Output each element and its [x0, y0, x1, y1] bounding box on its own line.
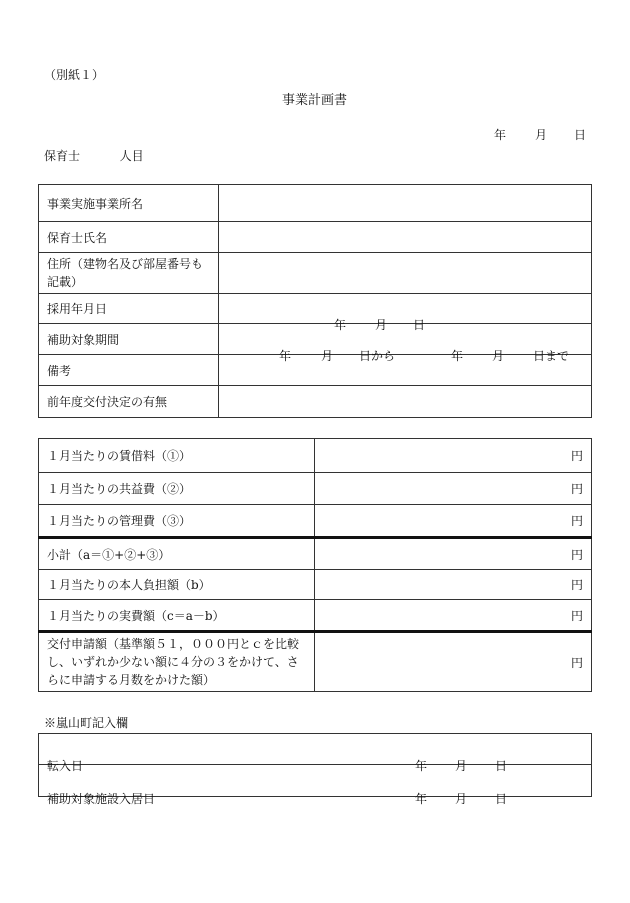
period-end-day: 日まで: [533, 349, 570, 363]
moving-in-day: 日: [495, 759, 508, 773]
facility-name-field[interactable]: [219, 185, 592, 222]
table-row: [39, 355, 592, 386]
moving-in-month: 月: [455, 759, 468, 773]
address-label: 住所（建物名及び部屋番号も記載）: [39, 253, 219, 294]
facility-name-label: 事業実施事業所名: [39, 185, 219, 222]
self-pay-label: １月当たりの本人負担額（b）: [39, 570, 315, 600]
actual-cost-label: １月当たりの実費額（c＝a－b）: [39, 600, 315, 632]
common-fee-label: １月当たりの共益費（②）: [39, 473, 315, 505]
management-fee-amount-field[interactable]: [315, 505, 592, 538]
hire-date-year: 年: [334, 317, 347, 332]
management-fee-label: １月当たりの管理費（③）: [39, 505, 315, 538]
facility-entry-day: 日: [495, 791, 508, 806]
yen-unit: 円: [570, 514, 583, 528]
period-end-year: 年: [451, 349, 464, 363]
prior-year-decision-label: 前年度交付決定の有無: [39, 386, 219, 418]
table-row: [39, 185, 592, 222]
worker-name-label: 保育士氏名: [39, 222, 219, 253]
hire-date-field[interactable]: [219, 294, 592, 332]
prior-year-decision-field[interactable]: [219, 386, 592, 418]
subsidy-period-field[interactable]: [219, 324, 592, 363]
period-start-month: 月: [321, 349, 334, 363]
document-date: [490, 126, 590, 142]
actual-cost-amount-field[interactable]: [315, 600, 592, 632]
table-row: [39, 505, 592, 538]
yen-unit: 円: [570, 655, 583, 670]
period-end-month: 月: [492, 349, 505, 363]
date-month-label: 月: [535, 128, 548, 142]
table-row: [39, 765, 592, 797]
common-fee-amount-field[interactable]: [315, 473, 592, 505]
hire-date-month: 月: [375, 317, 388, 332]
rent-label: １月当たりの賃借料（①）: [39, 439, 315, 473]
date-year-label: 年: [494, 128, 507, 142]
application-amount-label: 交付申請額（基準額５１，０００円とｃを比較し、いずれか少ない額に４分の３をかけて、さらに申請する月数をかけた額）: [39, 632, 315, 692]
attachment-label: （別紙１）: [44, 68, 105, 82]
town-section-heading: ※嵐山町記入欄: [44, 716, 129, 730]
facility-entry-date-row[interactable]: [39, 765, 592, 806]
yen-unit: 円: [570, 482, 583, 496]
period-start-year: 年: [279, 349, 292, 363]
table-row: [39, 324, 592, 355]
table-row: [39, 253, 592, 294]
yen-unit: 円: [570, 578, 583, 592]
subtotal-amount-field[interactable]: [315, 538, 592, 570]
table-row: [39, 734, 592, 765]
table-row: [39, 386, 592, 418]
date-day-label: 日: [574, 128, 587, 142]
table-row: [39, 439, 592, 473]
worker-count-suffix: 人目: [119, 149, 144, 163]
worker-label: 保育士: [44, 149, 81, 163]
table-row: [39, 600, 592, 632]
moving-in-date-row[interactable]: [39, 734, 592, 773]
yen-unit: 円: [570, 547, 583, 562]
remarks-label: 備考: [39, 355, 219, 386]
rent-amount-field[interactable]: [315, 439, 592, 473]
table-row: [39, 294, 592, 324]
yen-unit: 円: [570, 449, 583, 463]
self-pay-amount-field[interactable]: [315, 570, 592, 600]
facility-entry-date-label: 補助対象施設入居日: [47, 791, 156, 806]
moving-in-year: 年: [415, 759, 428, 773]
facility-entry-month: 月: [455, 791, 468, 806]
subsidy-period-label: 補助対象期間: [39, 324, 219, 355]
hire-date-day: 日: [413, 317, 426, 332]
cost-table: [38, 438, 592, 692]
yen-unit: 円: [570, 608, 583, 623]
moving-in-date-label: 転入日: [47, 759, 84, 773]
subtotal-label: 小計（a＝①+②+③）: [39, 538, 315, 570]
worker-name-field[interactable]: [219, 222, 592, 253]
table-row: [39, 538, 592, 570]
table-row: [39, 222, 592, 253]
address-field[interactable]: [219, 253, 592, 294]
page-title: 事業計画書: [282, 93, 348, 108]
table-row: [39, 473, 592, 505]
worker-number-line: [44, 147, 144, 164]
facility-entry-year: 年: [415, 791, 428, 806]
period-start-day: 日から: [359, 349, 396, 363]
application-amount-field[interactable]: [315, 632, 592, 692]
hire-date-label: 採用年月日: [39, 294, 219, 324]
applicant-info-table: [38, 184, 592, 418]
table-row: [39, 632, 592, 692]
town-entry-table: [38, 733, 592, 806]
table-row: [39, 570, 592, 600]
